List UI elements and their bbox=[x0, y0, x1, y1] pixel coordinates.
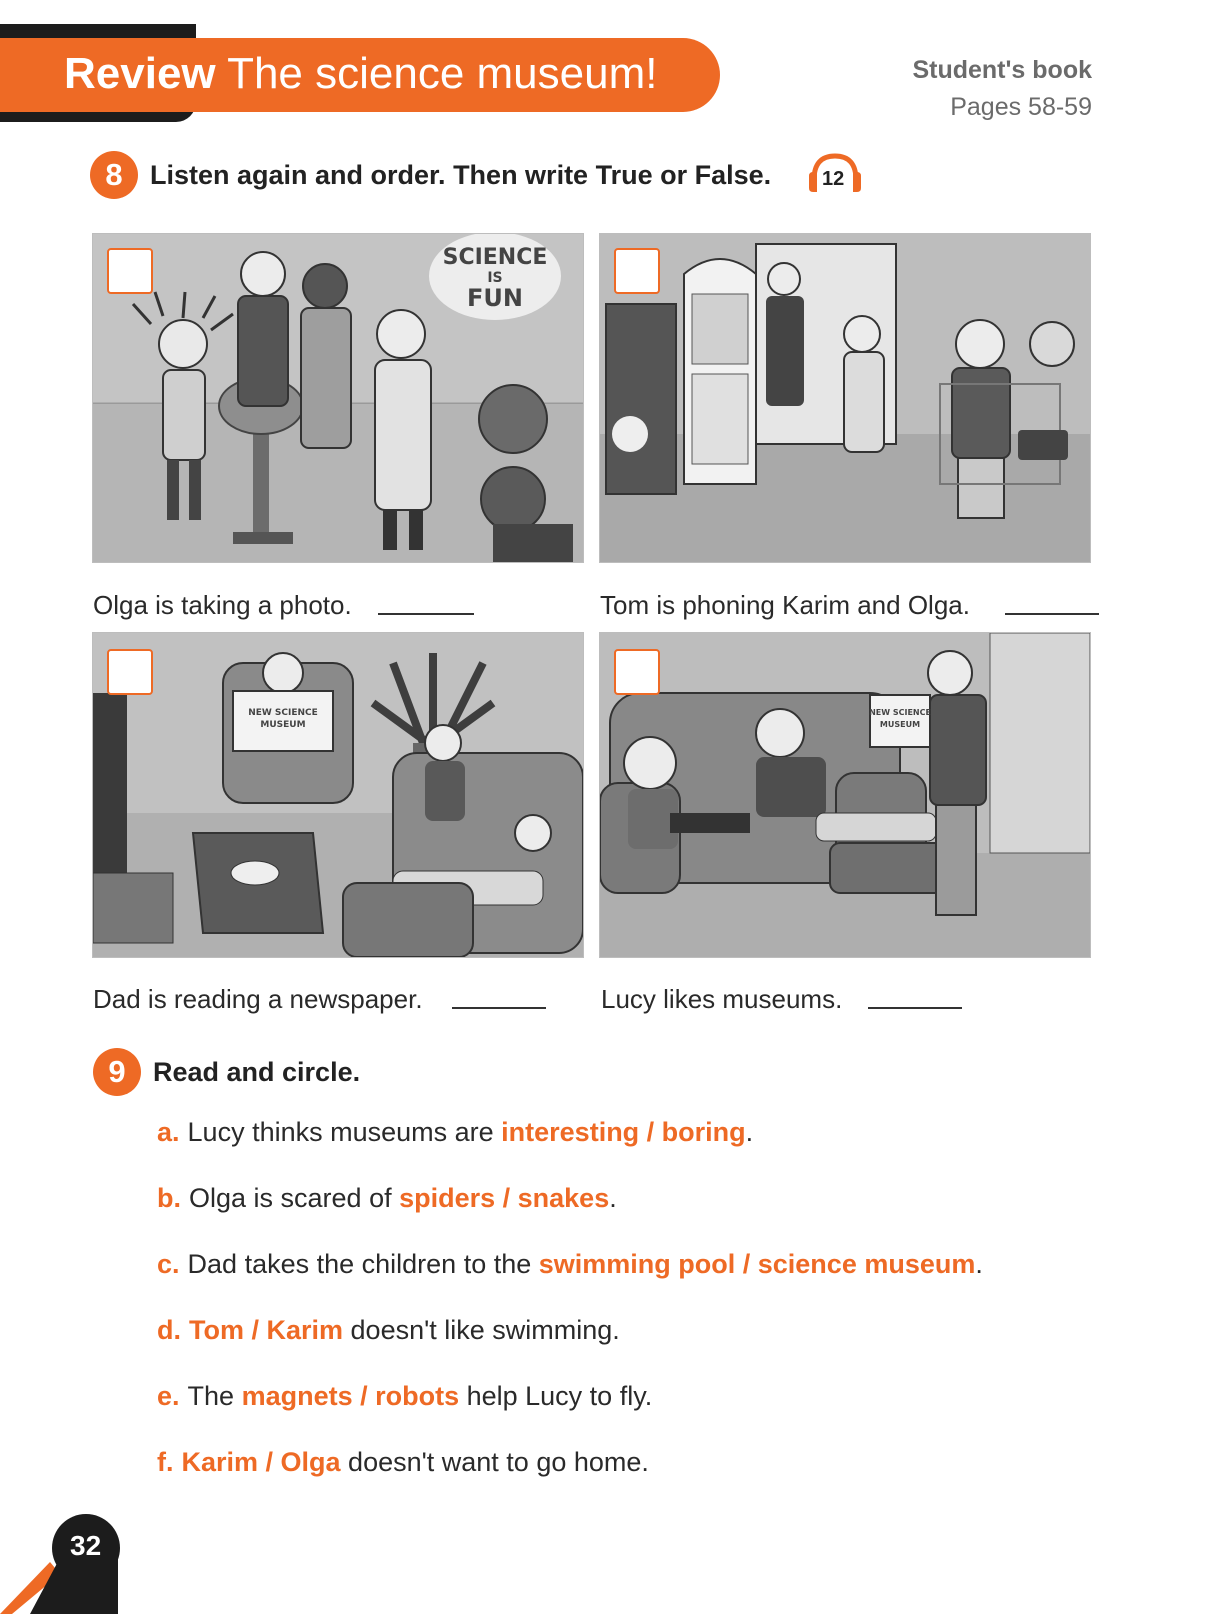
sentence-1: Olga is taking a photo. bbox=[93, 590, 352, 620]
question-text-after: . bbox=[609, 1183, 617, 1213]
exercise-9-instruction: Read and circle. bbox=[153, 1057, 361, 1087]
circle-options[interactable]: magnets / robots bbox=[241, 1381, 460, 1411]
answer-blank-4[interactable] bbox=[868, 1007, 962, 1009]
order-box-2[interactable] bbox=[614, 248, 660, 294]
sofa-illustration bbox=[600, 633, 1090, 957]
living-room-illustration bbox=[93, 633, 583, 957]
sentence-3: Dad is reading a newspaper. bbox=[93, 984, 423, 1014]
doorway-phone-illustration bbox=[600, 234, 1090, 562]
title-bold: Review bbox=[64, 49, 216, 98]
question-letter: f. bbox=[157, 1447, 174, 1477]
circle-options[interactable]: spiders / snakes bbox=[399, 1183, 610, 1213]
question-letter: e. bbox=[157, 1381, 180, 1411]
picture-living-room-newspaper bbox=[92, 632, 584, 958]
question-text-after: . bbox=[745, 1117, 754, 1147]
answer-blank-3[interactable] bbox=[452, 1007, 546, 1009]
order-box-4[interactable] bbox=[614, 649, 660, 695]
question-b bbox=[157, 1183, 617, 1214]
question-letter: a. bbox=[157, 1117, 180, 1147]
question-letter: b. bbox=[157, 1183, 181, 1213]
picture-sofa-museum-news bbox=[599, 632, 1091, 958]
exercise-8-instruction: Listen again and order. Then write True or False. bbox=[150, 160, 772, 190]
question-e bbox=[157, 1381, 652, 1412]
book-reference bbox=[912, 56, 1092, 122]
sentence-4: Lucy likes museums. bbox=[601, 984, 843, 1014]
newspaper2-line-1: NEW SCIENCE bbox=[869, 708, 931, 717]
picture-doorway-phone bbox=[599, 233, 1091, 563]
question-text-before: Dad takes the children to the bbox=[187, 1249, 539, 1279]
question-d bbox=[157, 1315, 620, 1346]
exercise-8-number: 8 bbox=[90, 151, 138, 199]
question-f bbox=[157, 1447, 649, 1478]
question-text-before: Lucy thinks museums are bbox=[187, 1117, 502, 1147]
book-pages: Pages 58-59 bbox=[950, 93, 1092, 121]
sign-line-2: IS bbox=[487, 270, 503, 286]
exercise-9-number: 9 bbox=[93, 1048, 141, 1096]
question-text-after: . bbox=[975, 1249, 983, 1279]
question-c bbox=[157, 1249, 983, 1280]
sentence-2: Tom is phoning Karim and Olga. bbox=[600, 590, 970, 620]
question-letter: c. bbox=[157, 1249, 180, 1279]
circle-options[interactable]: swimming pool / science museum bbox=[538, 1249, 976, 1279]
question-text-after: doesn't like swimming. bbox=[343, 1315, 620, 1345]
page-title bbox=[64, 49, 657, 99]
question-a bbox=[157, 1117, 753, 1148]
picture-science-demo bbox=[92, 233, 584, 563]
order-box-1[interactable] bbox=[107, 248, 153, 294]
newspaper-line-1: NEW SCIENCE bbox=[248, 708, 318, 718]
circle-options[interactable]: Karim / Olga bbox=[181, 1447, 341, 1477]
question-letter: d. bbox=[157, 1315, 181, 1345]
question-text-after: doesn't want to go home. bbox=[340, 1447, 649, 1477]
order-box-3[interactable] bbox=[107, 649, 153, 695]
circle-options[interactable]: interesting / boring bbox=[501, 1117, 746, 1147]
newspaper-line-2: MUSEUM bbox=[260, 720, 306, 730]
sign-line-1: SCIENCE bbox=[442, 245, 548, 270]
title-rest: The science museum! bbox=[227, 49, 658, 98]
newspaper2-line-2: MUSEUM bbox=[879, 720, 921, 729]
question-text-before: The bbox=[187, 1381, 242, 1411]
book-label: Student's book bbox=[912, 56, 1092, 84]
question-text-before: Olga is scared of bbox=[189, 1183, 400, 1213]
circle-options[interactable]: Tom / Karim bbox=[189, 1315, 344, 1345]
audio-track-number: 12 bbox=[822, 168, 845, 190]
answer-blank-2[interactable] bbox=[1005, 613, 1099, 615]
answer-blank-1[interactable] bbox=[378, 613, 474, 615]
question-text-after: help Lucy to fly. bbox=[459, 1381, 653, 1411]
page-number-badge bbox=[0, 1514, 120, 1614]
page-number: 32 bbox=[70, 1530, 102, 1561]
sign-line-3: FUN bbox=[467, 284, 523, 312]
science-demo-illustration bbox=[93, 234, 583, 562]
